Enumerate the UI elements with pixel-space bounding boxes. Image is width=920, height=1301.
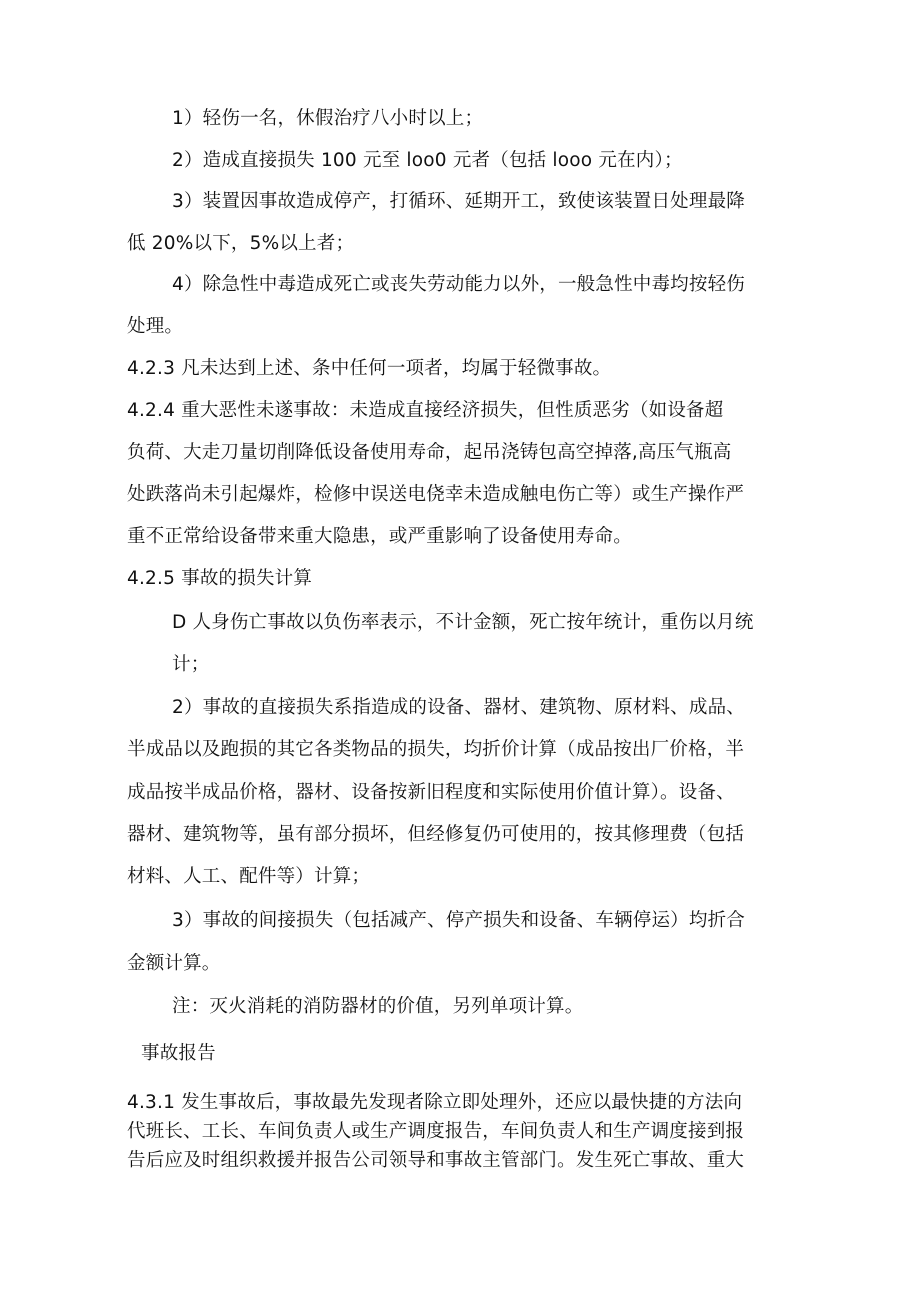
section-heading-accident-report: 事故报告	[141, 1043, 216, 1064]
section-4-2-4-line-4: 重不正常给设备带来重大隐患，或严重影响了设备使用寿命。	[127, 526, 632, 547]
list-item-poisoning: 4）除急性中毒造成死亡或丧失劳动能力以外，一般急性中毒均按轻伤	[172, 274, 745, 295]
section-4-2-4-line-2: 负荷、大走刀量切削降低设备使用寿命，起吊浇铸包高空掉落,高压气瓶高	[127, 442, 732, 463]
section-4-2-4-line-3: 处跌落尚未引起爆炸，检修中误送电侥幸未造成触电伤亡等）或生产操作严	[127, 484, 745, 505]
list-item-direct-loss-range: 2）造成直接损失 100 元至 loo0 元者（包括 looo 元在内）；	[172, 150, 683, 171]
list-item-direct-loss-line-4: 器材、建筑物等，虽有部分损坏，但经修复仍可使用的，按其修理费（包括	[127, 824, 745, 845]
list-item-direct-loss-line-3: 成品按半成品价格，器材、设备按新旧程度和实际使用价值计算）。设备、	[127, 782, 735, 803]
section-4-2-4: 4.2.4 重大恶性未遂事故：未造成直接经济损失，但性质恶劣（如设备超	[127, 400, 724, 421]
list-item-indirect-loss-cont: 金额计算。	[127, 953, 221, 974]
list-item-casualty-cont: 计；	[172, 654, 210, 675]
list-item-poisoning-cont: 处理。	[127, 316, 184, 337]
list-item-casualty: D 人身伤亡事故以负伤率表示，不计金额，死亡按年统计，重伤以月统	[172, 612, 754, 633]
section-heading-4-2-5: 4.2.5 事故的损失计算	[127, 568, 313, 589]
list-item-direct-loss: 2）事故的直接损失系指造成的设备、器材、建筑物、原材料、成品、	[172, 697, 745, 718]
section-4-3-1: 4.3.1 发生事故后，事故最先发现者除立即处理外，还应以最快捷的方法向	[127, 1092, 743, 1113]
list-item-minor-injury: 1）轻伤一名，休假治疗八小时以上；	[172, 108, 484, 129]
list-item-shutdown-cont: 低 20%以下，5%以上者；	[127, 233, 355, 254]
note-fire-equipment: 注：灭火消耗的消防器材的价值，另列单项计算。	[172, 996, 584, 1017]
list-item-direct-loss-line-2: 半成品以及跑损的其它各类物品的损失，均折价计算（成品按出厂价格，半	[127, 739, 745, 760]
section-4-2-3: 4.2.3 凡未达到上述、条中任何一项者，均属于轻微事故。	[127, 358, 612, 379]
list-item-direct-loss-line-5: 材料、人工、配件等）计算；	[127, 866, 371, 887]
section-4-3-1-line-3: 告后应及时组织救援并报告公司领导和事故主管部门。发生死亡事故、重大	[127, 1150, 745, 1171]
section-4-3-1-line-2: 代班长、工长、车间负责人或生产调度报告，车间负责人和生产调度接到报	[127, 1121, 745, 1142]
list-item-indirect-loss: 3）事故的间接损失（包括减产、停产损失和设备、车辆停运）均折合	[172, 910, 745, 931]
list-item-shutdown: 3）装置因事故造成停产，打循环、延期开工，致使该装置日处理最降	[172, 191, 745, 212]
